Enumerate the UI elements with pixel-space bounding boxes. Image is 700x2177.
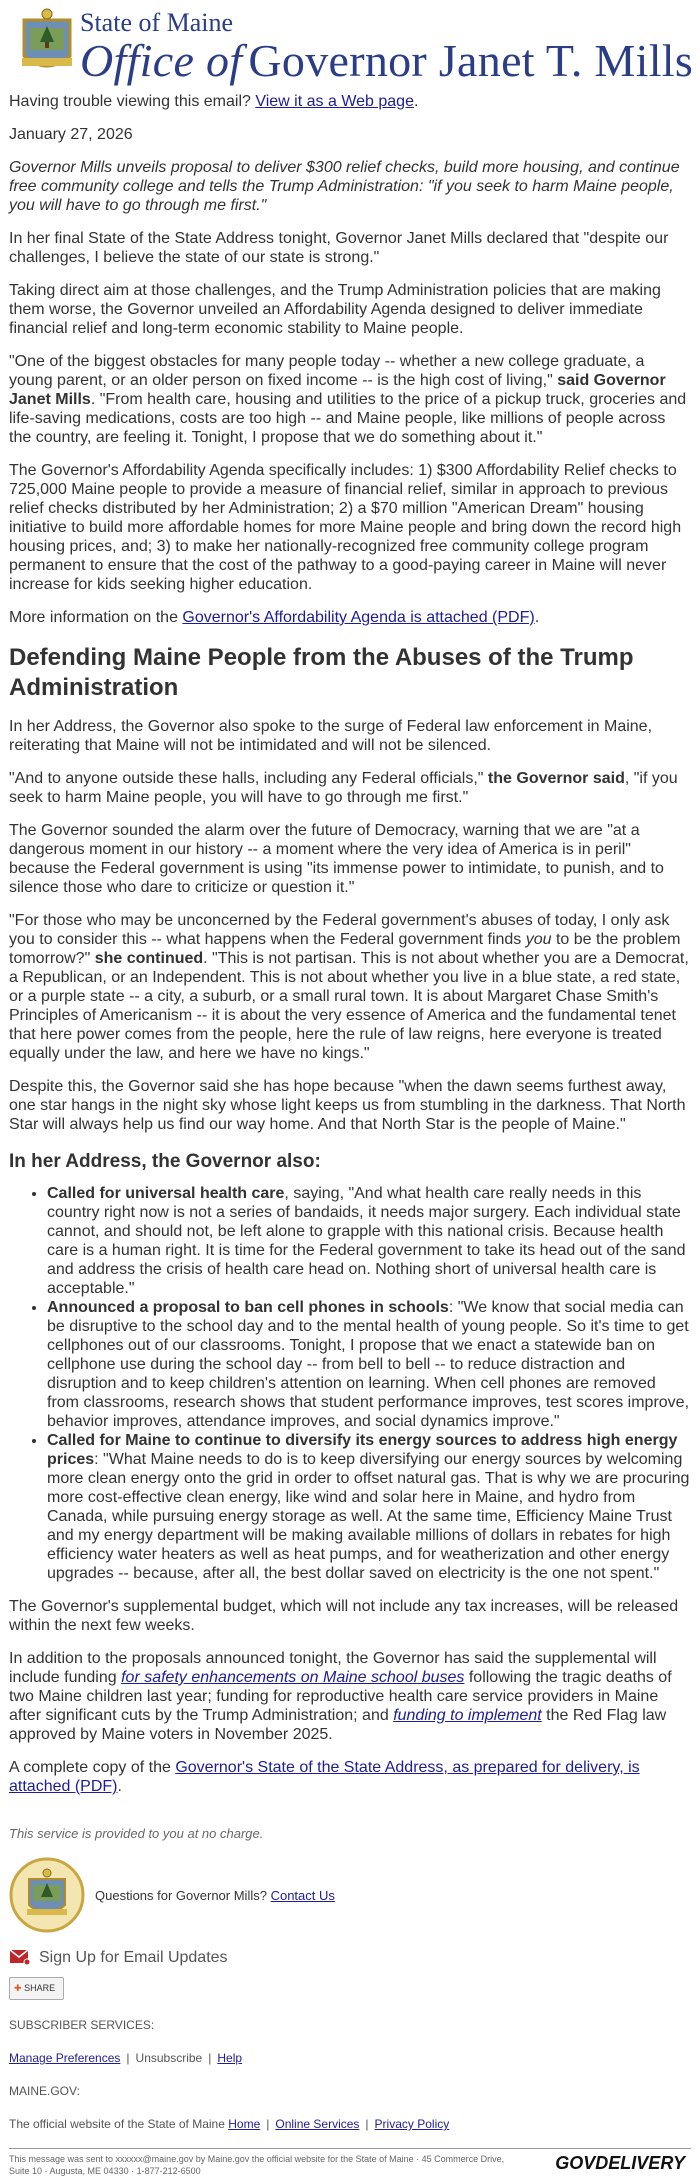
release-date: January 27, 2026 — [9, 126, 133, 143]
quote-3: "For those who may be unconcerned by the Federal government's abuses of today, I only ask you to consider this -- what happens when the Federal government finds you to be the problem tomorrow?" she continued. "This is not partisan. This is not about whether you are a Democrat, a Republican, or an Independent. This is not about whether you live in a blue state, a red state, or a purple state -- a city, a suburb, or a small rural town. It is about Margaret Chase Smith's Principles of Americanism -- it is about the very essence of America and the fundamental tenet that here power comes from the people, here the rule of law reigns, here everyone is treated equally under the law, and here we have no kings." — [9, 912, 689, 1062]
maine-gov-heading: MAINE.GOV: — [9, 2084, 80, 2098]
affordability-agenda-link[interactable]: Governor's Affordability Agenda is attached (PDF) — [182, 609, 535, 626]
state-of-state-pdf-link[interactable]: Governor's State of the State Address, as prepared for delivery, is attached (PDF) — [9, 1759, 640, 1795]
signup-row[interactable] — [9, 1947, 691, 1967]
share-button[interactable]: ✚ SHARE — [9, 1977, 64, 2000]
office-of-text: Office of — [80, 35, 243, 86]
list-item: • Called for universal health care, saying, "And what health care really needs in this country right now is not a series of bandaids, it needs major surgery. Each individual state cannot, and should not, be left alone to grapple with this national crisis. Because health care is a human right. It is time for the Federal government to take its head out of the sand and address the crisis of health care head on. Nothing short of universal health care is acceptable." — [47, 1184, 691, 1298]
paragraph-3: The Governor's Affordability Agenda specifically includes: 1) $300 Affordability Relief checks to 725,000 Maine people to provide a measure of financial relief, similar in approach to previous relief checks distributed by her Administration; 2) a $70 million "American Dream" housing initiative to build more affordable homes for more Maine people and bring down the record high housing prices, and; 3) to make her nationally-recognized free community college program permanent to ensure that the cost of the pathway to a good-paying career in Maine will never increase for kids seeking higher education. — [9, 462, 682, 593]
paragraph-4: More information on the Governor's Affordability Agenda is attached (PDF). — [9, 609, 540, 626]
list-item: • Called for Maine to continue to diversify its energy sources to address high energy prices: "What Maine needs to do is to keep diversifying our energy sources by welcoming more clean energy onto the grid in order to offset natural gas. That is why we are procuring more cost-effective clean energy, like wind and solar here in Maine, and hydro from Canada, while pursuing energy storage as well. At the same time, Efficiency Maine Trust and my energy department will be making available millions of dollars in rebates for high efficiency water heaters as well as heat pumps, and for weatherization and other energy upgrades -- because, after all, the best dollar saved on electricity is the one not spent." — [47, 1431, 691, 1583]
paragraph-10: A complete copy of the Governor's State of the State Address, as prepared for delivery, is attached (PDF). — [9, 1759, 640, 1795]
manage-preferences-link[interactable]: Manage Preferences — [9, 2051, 121, 2065]
fine-print: This message was sent to xxxxxx@maine.gov by Maine.gov the official website for the State of Maine · 45 Commerce Drive, Suite 10 · Augusta, ME 04330 · 1-877-212-6500 GOVDELIVERY — [9, 2148, 691, 2177]
quote-2: "And to anyone outside these halls, including any Federal officials," the Governor said, "if you seek to harm Maine people, you will have to go through me first." — [9, 770, 678, 806]
questions-text: Questions for Governor Mills? Contact Us — [95, 1887, 335, 1903]
service-note: This service is provided to you at no charge. — [9, 1826, 264, 1841]
paragraph-6: The Governor sounded the alarm over the future of Democracy, warning that we are "at a dangerous moment in our history -- a moment where the very idea of America is in peril" because the Federal government is using "its immense power to intimidate, to punish, and to silence those who dare to criticize or question it." — [9, 822, 664, 896]
paragraph-5: In her Address, the Governor also spoke to the surge of Federal law enforcement in Maine, reiterating that Maine will not be intimidated and will not be silenced. — [9, 718, 653, 754]
section-heading-also: In her Address, the Governor also: — [9, 1151, 321, 1172]
trouble-viewing-line: Having trouble viewing this email? View it as a Web page. — [9, 93, 419, 110]
address-bullet-list — [9, 1184, 691, 1583]
list-item: • Announced a proposal to ban cell phones in schools: "We know that social media can be disruptive to the school day and to the mental health of young people. So it's time to get cellphones out of our classrooms. Tonight, I propose that we enact a statewide ban on cellphone use during the school day -- from bell to bell -- to reduce distraction and disruption and to keep children's attention on learning. When cell phones are removed from classrooms, research shows that student performance improves, test scores improve, behavior improves, attendance improves, and social dynamics improve." — [47, 1298, 691, 1431]
subscriber-links: Manage Preferences | Unsubscribe | Help — [9, 2051, 243, 2065]
school-bus-safety-link[interactable]: for safety enhancements on Maine school buses — [121, 1669, 465, 1686]
paragraph-7: Despite this, the Governor said she has hope because "when the dawn seems furthest away, one star hangs in the night sky whose light keeps us from stumbling in the darkness. That North Star will always help us find our way home. And that North Star is the people of Maine." — [9, 1078, 686, 1133]
maine-gov-links: The official website of the State of Maine Home | Online Services | Privacy Policy — [9, 2117, 450, 2131]
email-body — [0, 92, 700, 2177]
office-title — [80, 34, 693, 87]
view-web-page-link[interactable]: View it as a Web page — [255, 93, 414, 110]
subscriber-services-heading: SUBSCRIBER SERVICES: — [9, 2018, 155, 2032]
maine-seal-icon — [9, 1857, 85, 1933]
red-flag-funding-link[interactable]: funding to implement — [393, 1707, 542, 1724]
online-services-link[interactable]: Online Services — [275, 2117, 360, 2131]
govdelivery-logo[interactable]: GOVDELIVERY — [555, 2153, 685, 2173]
envelope-icon — [9, 1947, 31, 1967]
share-icon: ✚ — [14, 1983, 22, 1993]
maine-seal-icon — [16, 6, 78, 78]
home-link[interactable]: Home — [228, 2117, 261, 2131]
privacy-policy-link[interactable]: Privacy Policy — [374, 2117, 450, 2131]
help-link[interactable]: Help — [217, 2051, 243, 2065]
state-of-maine-text: State of Maine — [80, 8, 234, 37]
governor-name: Governor Janet T. Mills — [248, 35, 694, 86]
footer-contact-row — [9, 1857, 691, 1933]
section-heading-defending: Defending Maine People from the Abuses of the Trump Administration — [9, 644, 634, 701]
paragraph-9: In addition to the proposals announced tonight, the Governor has said the supplemental will include funding for safety enhancements on Maine school buses following the tragic deaths of two Maine children last year; funding for reproductive health care service providers in Maine after significant cuts by the Trump Administration; and funding to implement the Red Flag law approved by Maine voters in November 2025. — [9, 1650, 672, 1743]
email-header — [0, 0, 700, 92]
paragraph-1: In her final State of the State Address tonight, Governor Janet Mills declared that "despite our challenges, I believe the state of our state is strong." — [9, 230, 669, 266]
signup-link[interactable]: Sign Up for Email Updates — [39, 1948, 228, 1966]
quote-1: "One of the biggest obstacles for many people today -- whether a new college graduate, a young parent, or an older person on fixed income -- is the high cost of living," said Governor Janet Mills. "From health care, housing and utilities to the price of a pickup truck, groceries and life-saving medications, costs are too high -- and Maine people, like millions of people across the country, are feeling it. Tonight, I propose that we do something about it." — [9, 353, 687, 446]
contact-us-link[interactable]: Contact Us — [270, 1887, 335, 1903]
lede-paragraph: Governor Mills unveils proposal to deliver $300 relief checks, build more housing, and continue free community college and tells the Trump Administration: "if you seek to harm Maine people, you will have to go through me first." — [9, 159, 680, 214]
paragraph-2: Taking direct aim at those challenges, and the Trump Administration policies that are making them worse, the Governor unveiled an Affordability Agenda designed to deliver immediate financial relief and long-term economic stability to Maine people. — [9, 282, 661, 337]
paragraph-8: The Governor's supplemental budget, which will not include any tax increases, will be released within the next few weeks. — [9, 1598, 679, 1634]
unsubscribe-link[interactable]: Unsubscribe — [135, 2051, 203, 2065]
